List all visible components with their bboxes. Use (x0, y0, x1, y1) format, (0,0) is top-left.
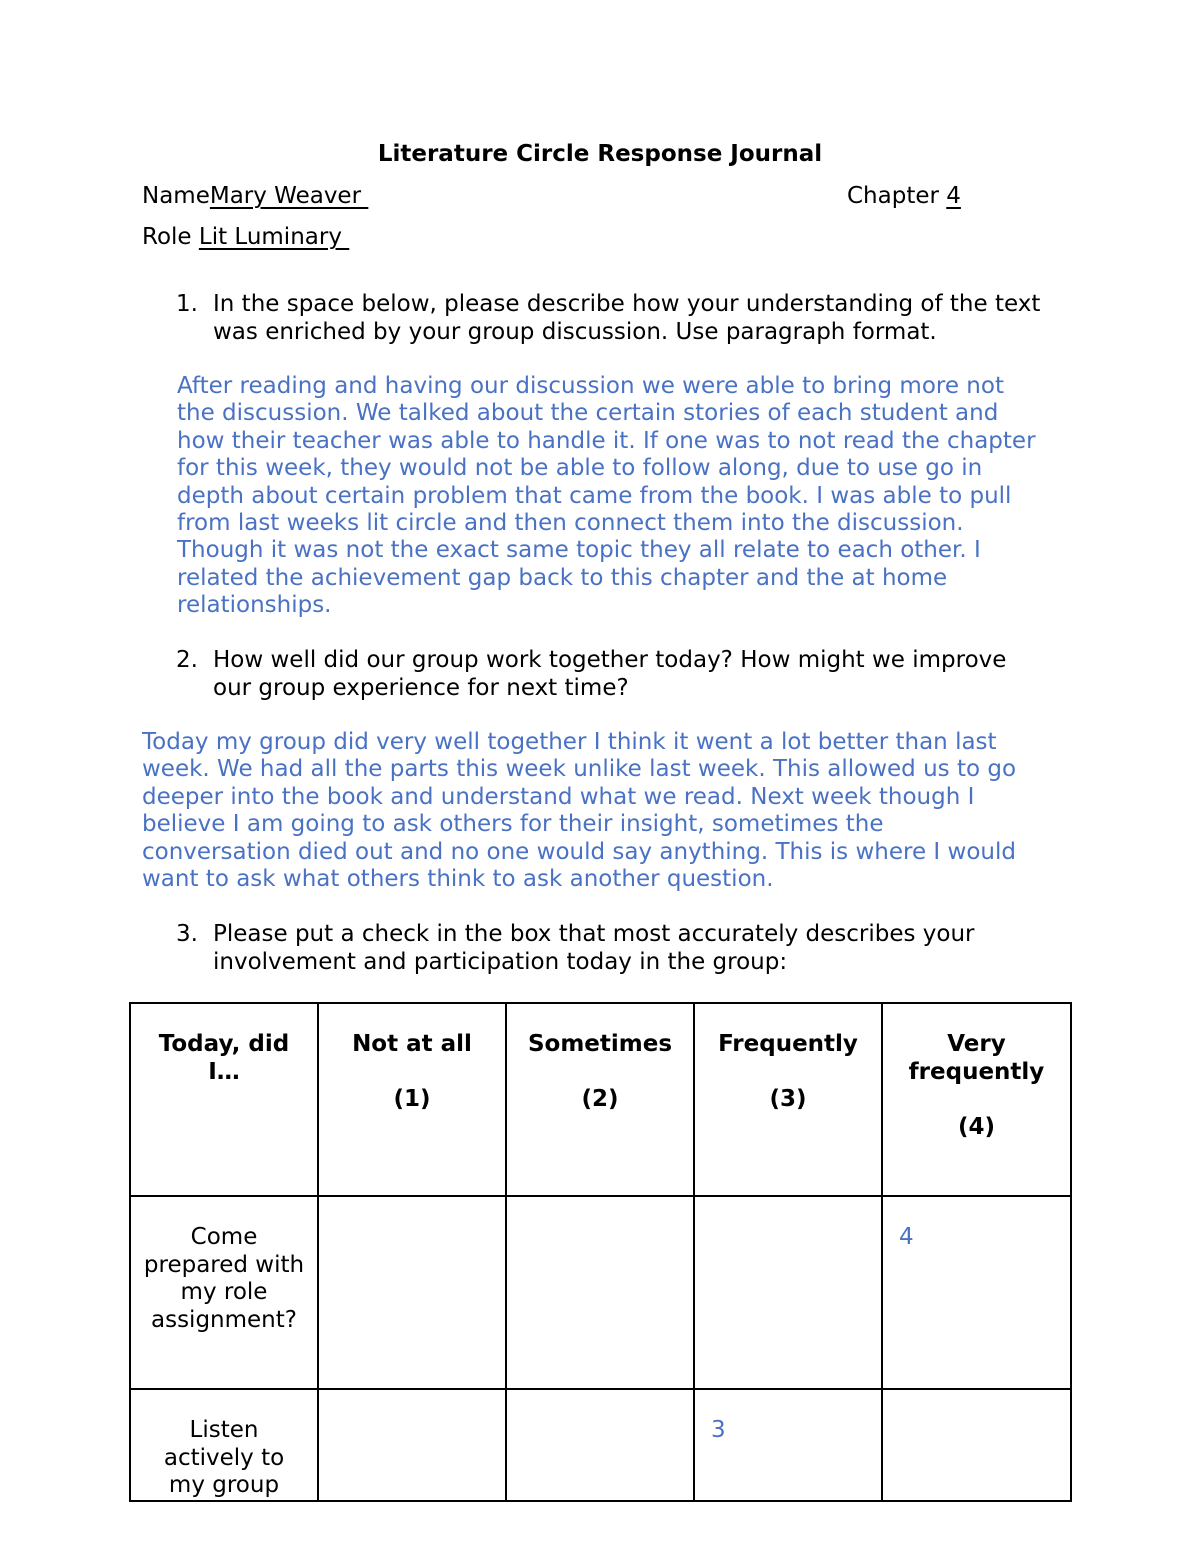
question-line: In the space below, please describe how your understanding of the text (213, 291, 1041, 317)
question-line: involvement and participation today in the group: (213, 948, 788, 975)
answer-line: related the achievement gap back to this chapter and the at home (177, 564, 948, 591)
question-line: Please put a check in the box that most accurately describes your (213, 921, 975, 947)
answer-line: depth about certain problem that came from the book. I was able to pull (177, 482, 1012, 509)
role-row (142, 224, 349, 250)
role-label: Role (142, 224, 199, 250)
name-label: Name (142, 183, 210, 209)
page-title: Literature Circle Response Journal (377, 141, 823, 167)
chapter-row (847, 183, 961, 209)
answer-line: how their teacher was able to handle it. If one was to not read the chapter (177, 427, 1036, 454)
header-cell-question: Today, did I… (130, 1003, 318, 1196)
row-label-cell: Come prepared with my role assignment? (130, 1196, 318, 1389)
answer-line: believe I am going to ask others for their insight, sometimes the (142, 811, 884, 838)
header-cell-frequently: Frequently (3) (694, 1003, 882, 1196)
header-cell-not-at-all: Not at all (1) (318, 1003, 506, 1196)
table-header-row (130, 1003, 1071, 1196)
answer-line: for this week, they would not be able to follow along, due to use go in (177, 455, 983, 482)
rating-cell-3[interactable] (694, 1196, 882, 1389)
role-value[interactable]: Lit Luminary (198, 224, 350, 250)
rating-cell-1[interactable] (318, 1389, 506, 1501)
rating-cell-4[interactable]: 4 (882, 1196, 1071, 1389)
answer-line: the discussion. We talked about the certain stories of each student and (177, 400, 999, 427)
question-number: 1. (176, 291, 198, 317)
header-cell-sometimes: Sometimes (2) (506, 1003, 694, 1196)
rating-cell-2[interactable] (506, 1196, 694, 1389)
answer-line: Though it was not the exact same topic they all relate to each other. I (177, 537, 981, 564)
answer-line: want to ask what others think to ask another question. (142, 866, 774, 893)
answer-line: After reading and having our discussion we were able to bring more not (177, 373, 1004, 399)
header-cell-very-frequently: Very frequently (4) (882, 1003, 1071, 1196)
answer-line: Today my group did very well together I think it went a lot better than last (142, 729, 997, 755)
rating-cell-2[interactable] (506, 1389, 694, 1501)
rating-cell-1[interactable] (318, 1196, 506, 1389)
answer-line: deeper into the book and understand what we read. Next week though I (142, 783, 975, 810)
row-label-cell: Listen actively to my group (130, 1389, 318, 1501)
chapter-value[interactable]: 4 (946, 183, 961, 209)
table-row (130, 1389, 1071, 1501)
chapter-label: Chapter (847, 183, 947, 209)
question-line: How well did our group work together today? How might we improve (213, 647, 1007, 673)
participation-table (129, 1002, 1072, 1502)
rating-cell-4[interactable] (882, 1389, 1071, 1501)
answer-1[interactable] (177, 373, 1036, 620)
answer-2[interactable] (142, 729, 1016, 893)
answer-line: conversation died out and no one would say anything. This is where I would (142, 838, 1016, 865)
answer-line: from last weeks lit circle and then connect them into the discussion. (177, 510, 964, 537)
question-line: was enriched by your group discussion. Use paragraph format. (213, 318, 937, 345)
name-row (142, 183, 368, 209)
answer-line: week. We had all the parts this week unlike last week. This allowed us to go (142, 756, 1017, 783)
question-number: 3. (176, 921, 198, 947)
name-value[interactable]: Mary Weaver (209, 183, 369, 209)
question-line: our group experience for next time? (213, 674, 629, 701)
table-row (130, 1196, 1071, 1389)
answer-line: relationships. (177, 592, 332, 619)
rating-cell-3[interactable]: 3 (694, 1389, 882, 1501)
question-number: 2. (176, 647, 198, 673)
